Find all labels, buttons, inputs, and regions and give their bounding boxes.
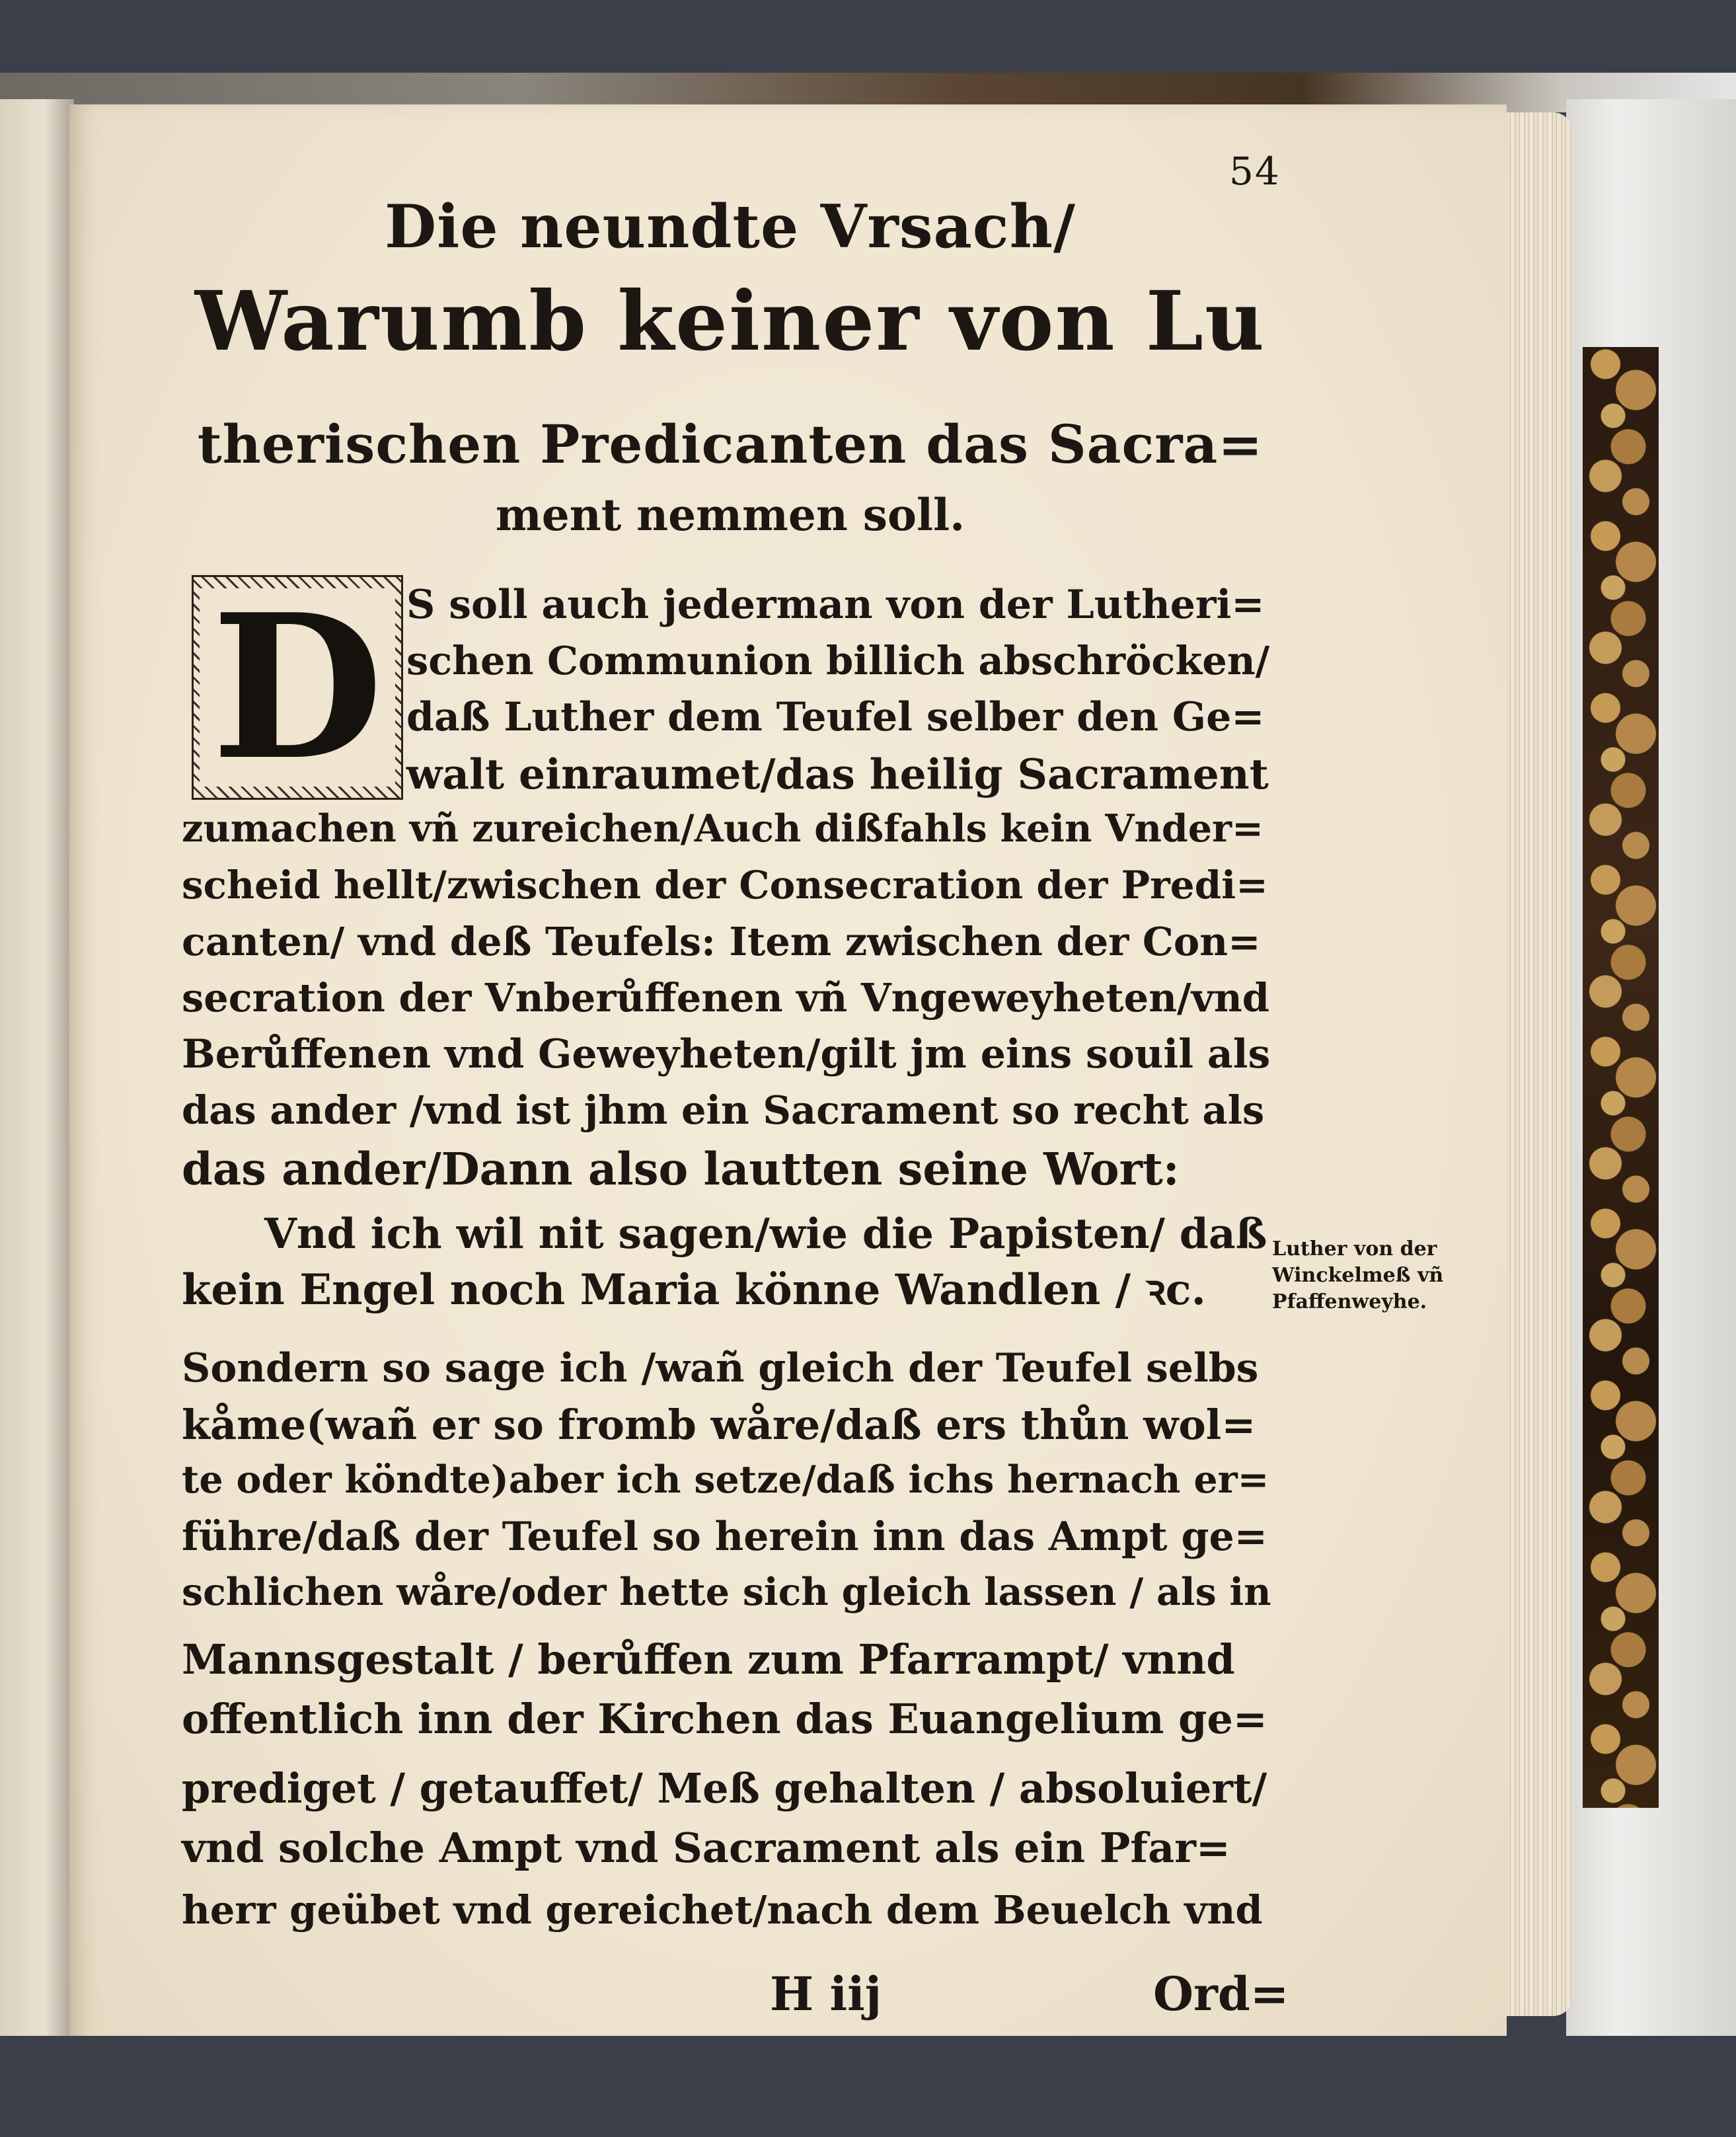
chapter-title-continued: therischen Predicanten das Sacra= [197, 413, 1264, 475]
text-line: Berůffenen vnd Geweyheten/gilt jm eins souil als [182, 1031, 1271, 1077]
chapter-title-end: ment nemmen soll. [495, 489, 965, 541]
text-line: Mannsgestalt / berůffen zum Pfarrampt/ vnnd [182, 1635, 1235, 1684]
marginal-note-line: Luther von der [1272, 1237, 1437, 1261]
text-line: daß Luther dem Teufel selber den Ge= [406, 694, 1265, 740]
marginal-note-line: Pfaffenweyhe. [1272, 1290, 1427, 1313]
chapter-subtitle: Die neundte Vrsach/ [385, 192, 1076, 262]
initial-letter: D [200, 588, 395, 787]
signature-mark: H iij [770, 1966, 882, 2021]
catchword: Ord= [1153, 1966, 1289, 2021]
chapter-title: Warumb keiner von Lu [194, 274, 1266, 369]
text-line: Sondern so sage ich /wañ gleich der Teufel selbs [182, 1345, 1259, 1391]
text-line: prediget / getauffet/ Meß gehalten / absoluiert/ [182, 1764, 1267, 1812]
marbled-cover [1583, 347, 1659, 1808]
background [0, 2036, 1736, 2137]
text-line: schlichen wåre/oder hette sich gleich lassen / als in [182, 1570, 1271, 1614]
text-line: schen Communion billich abschröcken/ [406, 638, 1270, 683]
text-line: Vnd ich wil nit sagen/wie die Papisten/ daß [264, 1209, 1267, 1258]
text-line: secration der Vnberůffenen vñ Vngeweyheten/vnd [182, 975, 1270, 1021]
text-line: offentlich inn der Kirchen das Euangelium ge= [182, 1695, 1267, 1743]
text-line: kein Engel noch Maria könne Wandlen / ꝛc. [182, 1265, 1206, 1315]
decorated-initial [192, 570, 403, 804]
text-line: walt einraumet/das heilig Sacrament [406, 750, 1269, 798]
text-line: das ander /vnd ist jhm ein Sacrament so recht als [182, 1087, 1265, 1133]
marginal-note-line: Winckelmeß vñ [1272, 1264, 1444, 1287]
page-number: 54 [1229, 149, 1281, 194]
text-line: kåme(wañ er so fromb wåre/daß ers thůn wol= [182, 1401, 1256, 1449]
text-line: zumachen vñ zureichen/Auch dißfahls kein Vnder= [182, 806, 1264, 851]
text-line: canten/ vnd deß Teufels: Item zwischen der Con= [182, 919, 1261, 964]
marginal-note [1272, 1236, 1490, 1315]
text-line: führe/daß der Teufel so herein inn das Ampt ge= [182, 1514, 1267, 1560]
text-line: das ander/Dann also lautten seine Wort: [182, 1143, 1180, 1195]
text-line: vnd solche Ampt vnd Sacrament als ein Pfar= [182, 1824, 1230, 1872]
text-line: S soll auch jederman von der Lutheri= [406, 582, 1265, 628]
text-line: herr geübet vnd gereichet/nach dem Beuelch vnd [182, 1887, 1263, 1933]
text-line: scheid hellt/zwischen der Consecration der Predi= [182, 863, 1268, 908]
facing-page-edge [0, 99, 74, 2036]
text-line: te oder köndte)aber ich setze/daß ichs hernach er= [182, 1457, 1269, 1502]
